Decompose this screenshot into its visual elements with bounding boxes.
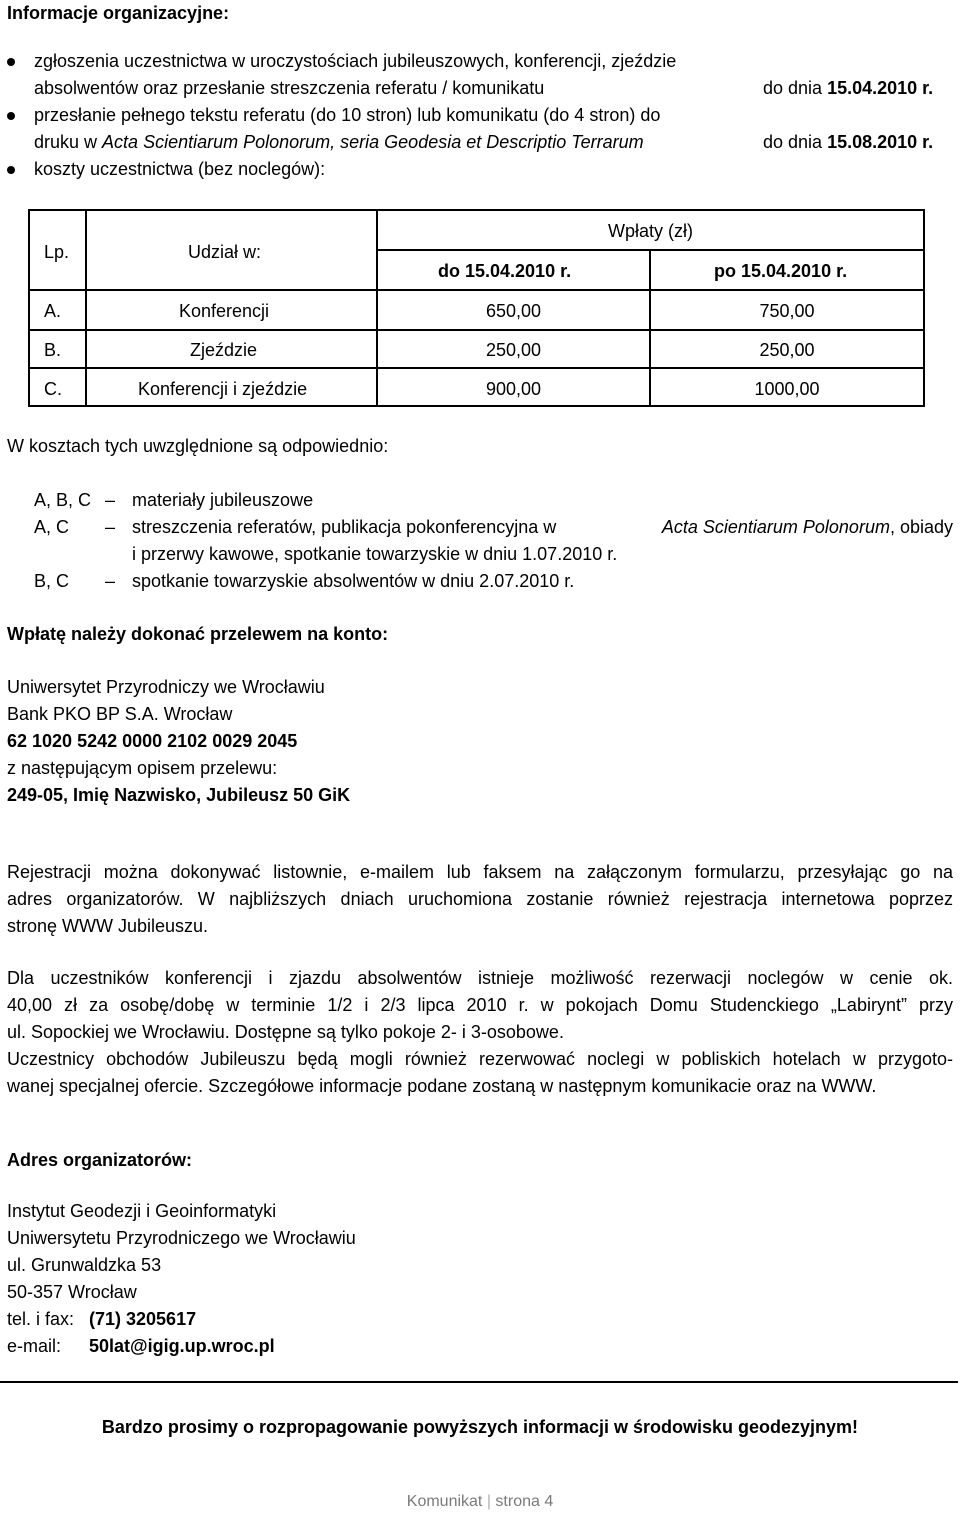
dash: –	[105, 490, 116, 510]
col-header-before: do 15.04.2010 r.	[438, 261, 572, 281]
bullet-2-deadline	[763, 133, 933, 151]
payment-heading: Wpłatę należy dokonać przelewem na konto:	[7, 624, 389, 644]
deadline-date: 15.08.2010 r.	[827, 132, 934, 152]
dash: –	[105, 571, 116, 591]
row-a-after: 750,00	[759, 301, 815, 321]
address-line: Uniwersytetu Przyrodniczego we Wrocławiu	[7, 1228, 356, 1248]
cost-text-continued: i przerwy kawowe, spotkanie towarzyskie w dniu 1.07.2010 r.	[132, 544, 618, 564]
bullet-2-line-1: przesłanie pełnego tekstu referatu (do 10 stron) lub komunikatu (do 4 stron) do	[34, 105, 661, 125]
bullet-icon	[7, 58, 15, 66]
fee-table	[28, 209, 925, 407]
text: streszczenia referatów, publikacja pokonferencyjna w	[132, 517, 557, 537]
divider	[0, 1381, 958, 1383]
email-link[interactable]: 50lat@igig.up.wroc.pl	[89, 1336, 275, 1356]
registration-line-1: Rejestracji można dokonywać listownie, e-mailem lub faksem na załączonym formularzu, przesyłając go na	[7, 862, 953, 882]
page-footer	[0, 1493, 960, 1511]
footer-separator: |	[486, 1493, 491, 1510]
row-b-after: 250,00	[759, 340, 815, 360]
dash: –	[105, 517, 116, 537]
footer-label: Komunikat	[406, 1493, 483, 1510]
page-number: strona 4	[495, 1493, 554, 1510]
bullet-3-line: koszty uczestnictwa (bez noclegów):	[34, 159, 326, 179]
bullet-1-line-1: zgłoszenia uczestnictwa w uroczystościach jubileuszowych, konferencji, zjeździe	[34, 51, 677, 71]
cost-text	[132, 517, 953, 538]
address-heading: Adres organizatorów:	[7, 1150, 193, 1170]
col-header-lp: Lp.	[44, 242, 70, 262]
registration-line-3: stronę WWW Jubileuszu.	[7, 916, 209, 936]
col-header-udzial: Udział w:	[188, 242, 262, 262]
text: , obiady	[889, 517, 953, 537]
row-c-after: 1000,00	[754, 379, 820, 399]
bullet-1-line-2: absolwentów oraz przesłanie streszczenia referatu / komunikatu	[34, 78, 545, 98]
closing-appeal: Bardzo prosimy o rozpropagowanie powyższych informacji w środowisku geodezyjnym!	[101, 1417, 859, 1437]
col-header-after: po 15.04.2010 r.	[714, 261, 848, 281]
journal-title: Acta Scientiarum Polonorum	[661, 517, 890, 537]
account-number: 62 1020 5242 0000 2102 0029 2045	[7, 731, 298, 751]
section-heading: Informacje organizacyjne:	[7, 3, 230, 23]
accommodation-line-5: wanej specjalnej ofercie. Szczegółowe informacje podane zostaną w następnym komunikacie oraz na WWW.	[7, 1076, 877, 1096]
row-a-lp: A.	[44, 301, 62, 321]
address-line: ul. Grunwaldzka 53	[7, 1255, 162, 1275]
cost-codes: A, C	[34, 517, 70, 537]
address-line: Instytut Geodezji i Geoinformatyki	[7, 1201, 277, 1221]
journal-title: Acta Scientiarum Polonorum, seria Geodesia et Descriptio Terrarum	[102, 132, 644, 152]
transfer-desc-label: z następującym opisem przelewu:	[7, 758, 278, 778]
cost-text: materiały jubileuszowe	[132, 490, 314, 510]
row-b-lp: B.	[44, 340, 62, 360]
accommodation-line-2: 40,00 zł za osobę/dobę w terminie 1/2 i 2/3 lipca 2010 r. w pokojach Domu Studenckiego „Labirynt” przy	[7, 995, 953, 1015]
deadline-prefix: do dnia	[763, 78, 823, 98]
address-line: 50-357 Wrocław	[7, 1282, 137, 1302]
bullet-icon	[7, 166, 15, 174]
row-b-before: 250,00	[485, 340, 542, 360]
row-c-name: Konferencji i zjeździe	[138, 379, 308, 399]
bullet-2-line-2	[34, 133, 644, 151]
row-c-before: 900,00	[485, 379, 542, 399]
transfer-desc-value: 249-05, Imię Nazwisko, Jubileusz 50 GiK	[7, 785, 351, 805]
registration-line-2: adres organizatorów. W najbliższych dniach uruchomiona zostanie również rejestracja internetowa poprzez	[7, 889, 953, 909]
tel-label: tel. i fax:	[7, 1309, 75, 1329]
deadline-prefix: do dnia	[763, 132, 823, 152]
deadline-date: 15.04.2010 r.	[827, 78, 934, 98]
email-label: e-mail:	[7, 1336, 62, 1356]
cost-text: spotkanie towarzyskie absolwentów w dniu 2.07.2010 r.	[132, 571, 575, 591]
row-a-before: 650,00	[485, 301, 542, 321]
accommodation-line-3: ul. Sopockiej we Wrocławiu. Dostępne są tylko pokoje 2- i 3-osobowe.	[7, 1022, 564, 1042]
bullet-icon	[7, 112, 15, 120]
row-c-lp: C.	[44, 379, 62, 399]
text: druku w	[34, 132, 98, 152]
cost-codes: A, B, C	[34, 490, 92, 510]
row-a-name: Konferencji	[179, 301, 270, 321]
tel-value: (71) 3205617	[89, 1309, 197, 1329]
costs-intro: W kosztach tych uwzględnione są odpowiednio:	[7, 436, 389, 456]
row-b-name: Zjeździe	[190, 340, 258, 360]
bullet-1-deadline	[763, 79, 933, 97]
col-header-wplaty: Wpłaty (zł)	[608, 221, 693, 241]
accommodation-line-4: Uczestnicy obchodów Jubileuszu będą mogli również rezerwować noclegi w pobliskich hotelach w przygoto-	[7, 1049, 953, 1069]
bank-name: Uniwersytet Przyrodniczy we Wrocławiu	[7, 677, 325, 697]
bank-branch: Bank PKO BP S.A. Wrocław	[7, 704, 233, 724]
cost-codes: B, C	[34, 571, 70, 591]
accommodation-line-1: Dla uczestników konferencji i zjazdu absolwentów istnieje możliwość rezerwacji noclegów w cenie ok.	[7, 968, 953, 988]
